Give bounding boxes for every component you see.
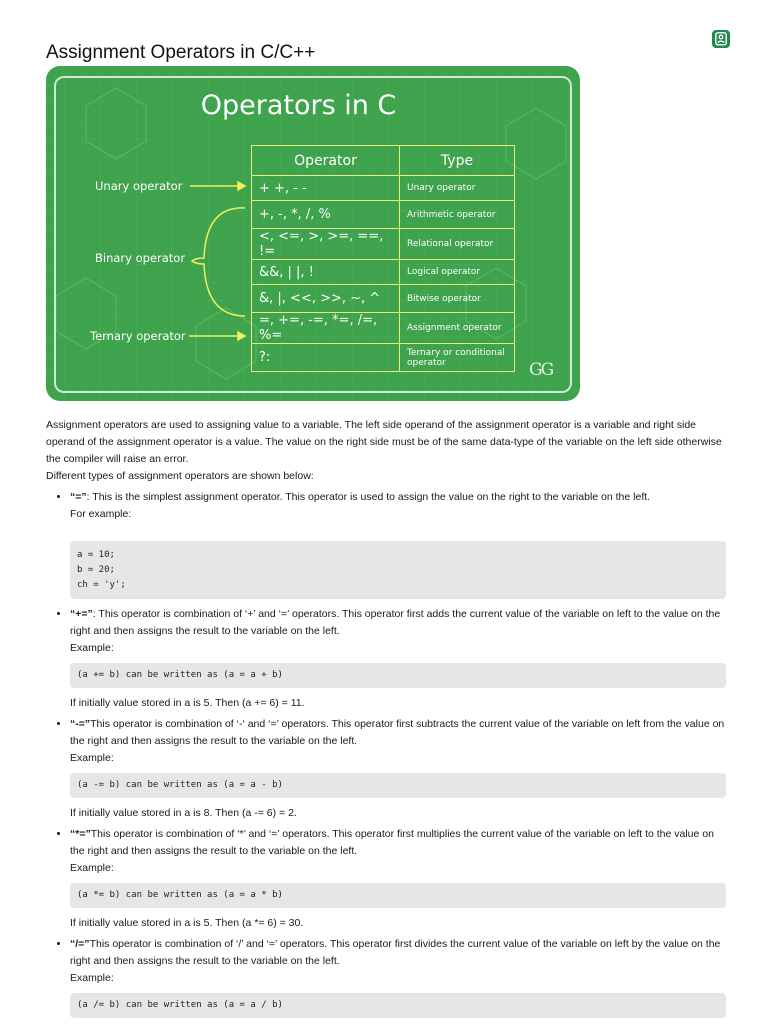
- intro-paragraph: Assignment operators are used to assigning value to a variable. The left side operand of the assignment operator is a variable and right side operand of the assignment operator is a value. The value on the right side must be of the same data-type of the variable on the left side otherwise the compiler will raise an error.: [46, 419, 722, 465]
- table-row: [252, 201, 515, 229]
- operator-cell: =, +=, -=, *=, /=, %=: [252, 313, 400, 344]
- code-block: (a /= b) can be written as (a = a / b): [70, 993, 726, 1018]
- operator-name: “*=”: [70, 828, 91, 840]
- operator-name: “/=”: [70, 938, 90, 950]
- operator-description: : This operator is combination of ‘+’ and ‘=’ operators. This operator first adds the current value of the variable on left to the value on the right and then assigns the result to the variable on the left.: [70, 608, 721, 637]
- type-cell: Ternary or conditional operator: [400, 344, 515, 372]
- operator-cell: <, <=, >, >=, ==, !=: [252, 229, 400, 260]
- example-label: Example:: [70, 752, 114, 764]
- list-item: [70, 936, 726, 1018]
- example-note: If initially value stored in a is 8. Then (a -= 6) = 2.: [70, 807, 297, 819]
- profile-button[interactable]: [712, 30, 730, 48]
- operator-cell: + +, - -: [252, 176, 400, 201]
- list-item: [70, 606, 726, 712]
- example-label: Example:: [70, 972, 114, 984]
- types-intro-line: Different types of assignment operators are shown below:: [46, 470, 314, 482]
- article-body: [46, 417, 726, 1025]
- table-row: [252, 229, 515, 260]
- operators-banner-image: [46, 66, 580, 401]
- list-item: [70, 489, 726, 599]
- code-block: (a -= b) can be written as (a = a - b): [70, 773, 726, 798]
- type-cell: Logical operator: [400, 260, 515, 285]
- operator-description: : This is the simplest assignment operator. This operator is used to assign the value on the right to the variable on the left.: [86, 491, 651, 503]
- type-cell: Relational operator: [400, 229, 515, 260]
- unary-operator-label: Unary operator: [95, 179, 183, 193]
- operator-header: Operator: [252, 146, 400, 176]
- ternary-operator-label: Ternary operator: [90, 329, 186, 343]
- example-label: For example:: [70, 508, 132, 520]
- operator-description: This operator is combination of ‘-‘ and ‘=’ operators. This operator first subtracts the current value of the variable on left from the value on the right and then assigns the result to the variable on the left.: [70, 718, 725, 747]
- gfg-logo: GG: [529, 360, 553, 380]
- type-header: Type: [400, 146, 515, 176]
- type-cell: Arithmetic operator: [400, 201, 515, 229]
- example-label: Example:: [70, 862, 114, 874]
- operator-cell: +, -, *, /, %: [252, 201, 400, 229]
- operators-table: [251, 145, 515, 372]
- example-note: If initially value stored in a is 5. Then (a += 6) = 11.: [70, 697, 305, 709]
- code-block: a = 10; b = 20; ch = 'y';: [70, 541, 726, 599]
- list-item: [70, 826, 726, 932]
- operator-cell: ?:: [252, 344, 400, 372]
- table-row: [252, 176, 515, 201]
- example-label: Example:: [70, 642, 114, 654]
- operator-name: “+=”: [70, 608, 93, 620]
- table-row: [252, 313, 515, 344]
- type-cell: Unary operator: [400, 176, 515, 201]
- type-cell: Bitwise operator: [400, 285, 515, 313]
- code-block: (a += b) can be written as (a = a + b): [70, 663, 726, 688]
- user-profile-icon: [715, 32, 727, 46]
- operator-description: This operator is combination of ‘/’ and ‘=’ operators. This operator first divides the current value of the variable on left by the value on the right and then assigns the result to the variable on the left.: [70, 938, 721, 967]
- operator-cell: &, |, <<, >>, ~, ^: [252, 285, 400, 313]
- operators-list: [46, 489, 726, 1018]
- table-row: [252, 285, 515, 313]
- binary-brace: [192, 208, 245, 316]
- table-row: [252, 344, 515, 372]
- operator-description: This operator is combination of ‘*’ and ‘=’ operators. This operator first multiplies the current value of the variable on left to the value on the right and then assigns the result to the variable on the left.: [70, 828, 714, 857]
- ternary-arrow-head: [238, 332, 245, 340]
- binary-operator-label: Binary operator: [95, 251, 186, 265]
- page-title: Assignment Operators in C/C++: [46, 42, 316, 63]
- unary-arrow-head: [238, 182, 245, 190]
- operator-name: “-=”: [70, 718, 91, 730]
- code-block: (a *= b) can be written as (a = a * b): [70, 883, 726, 908]
- operator-cell: &&, | |, !: [252, 260, 400, 285]
- type-cell: Assignment operator: [400, 313, 515, 344]
- banner-title: Operators in C: [200, 90, 397, 121]
- table-row: [252, 260, 515, 285]
- operator-name: “=”: [70, 491, 87, 503]
- example-note: If initially value stored in a is 5. Then (a *= 6) = 30.: [70, 917, 304, 929]
- list-item: [70, 716, 726, 822]
